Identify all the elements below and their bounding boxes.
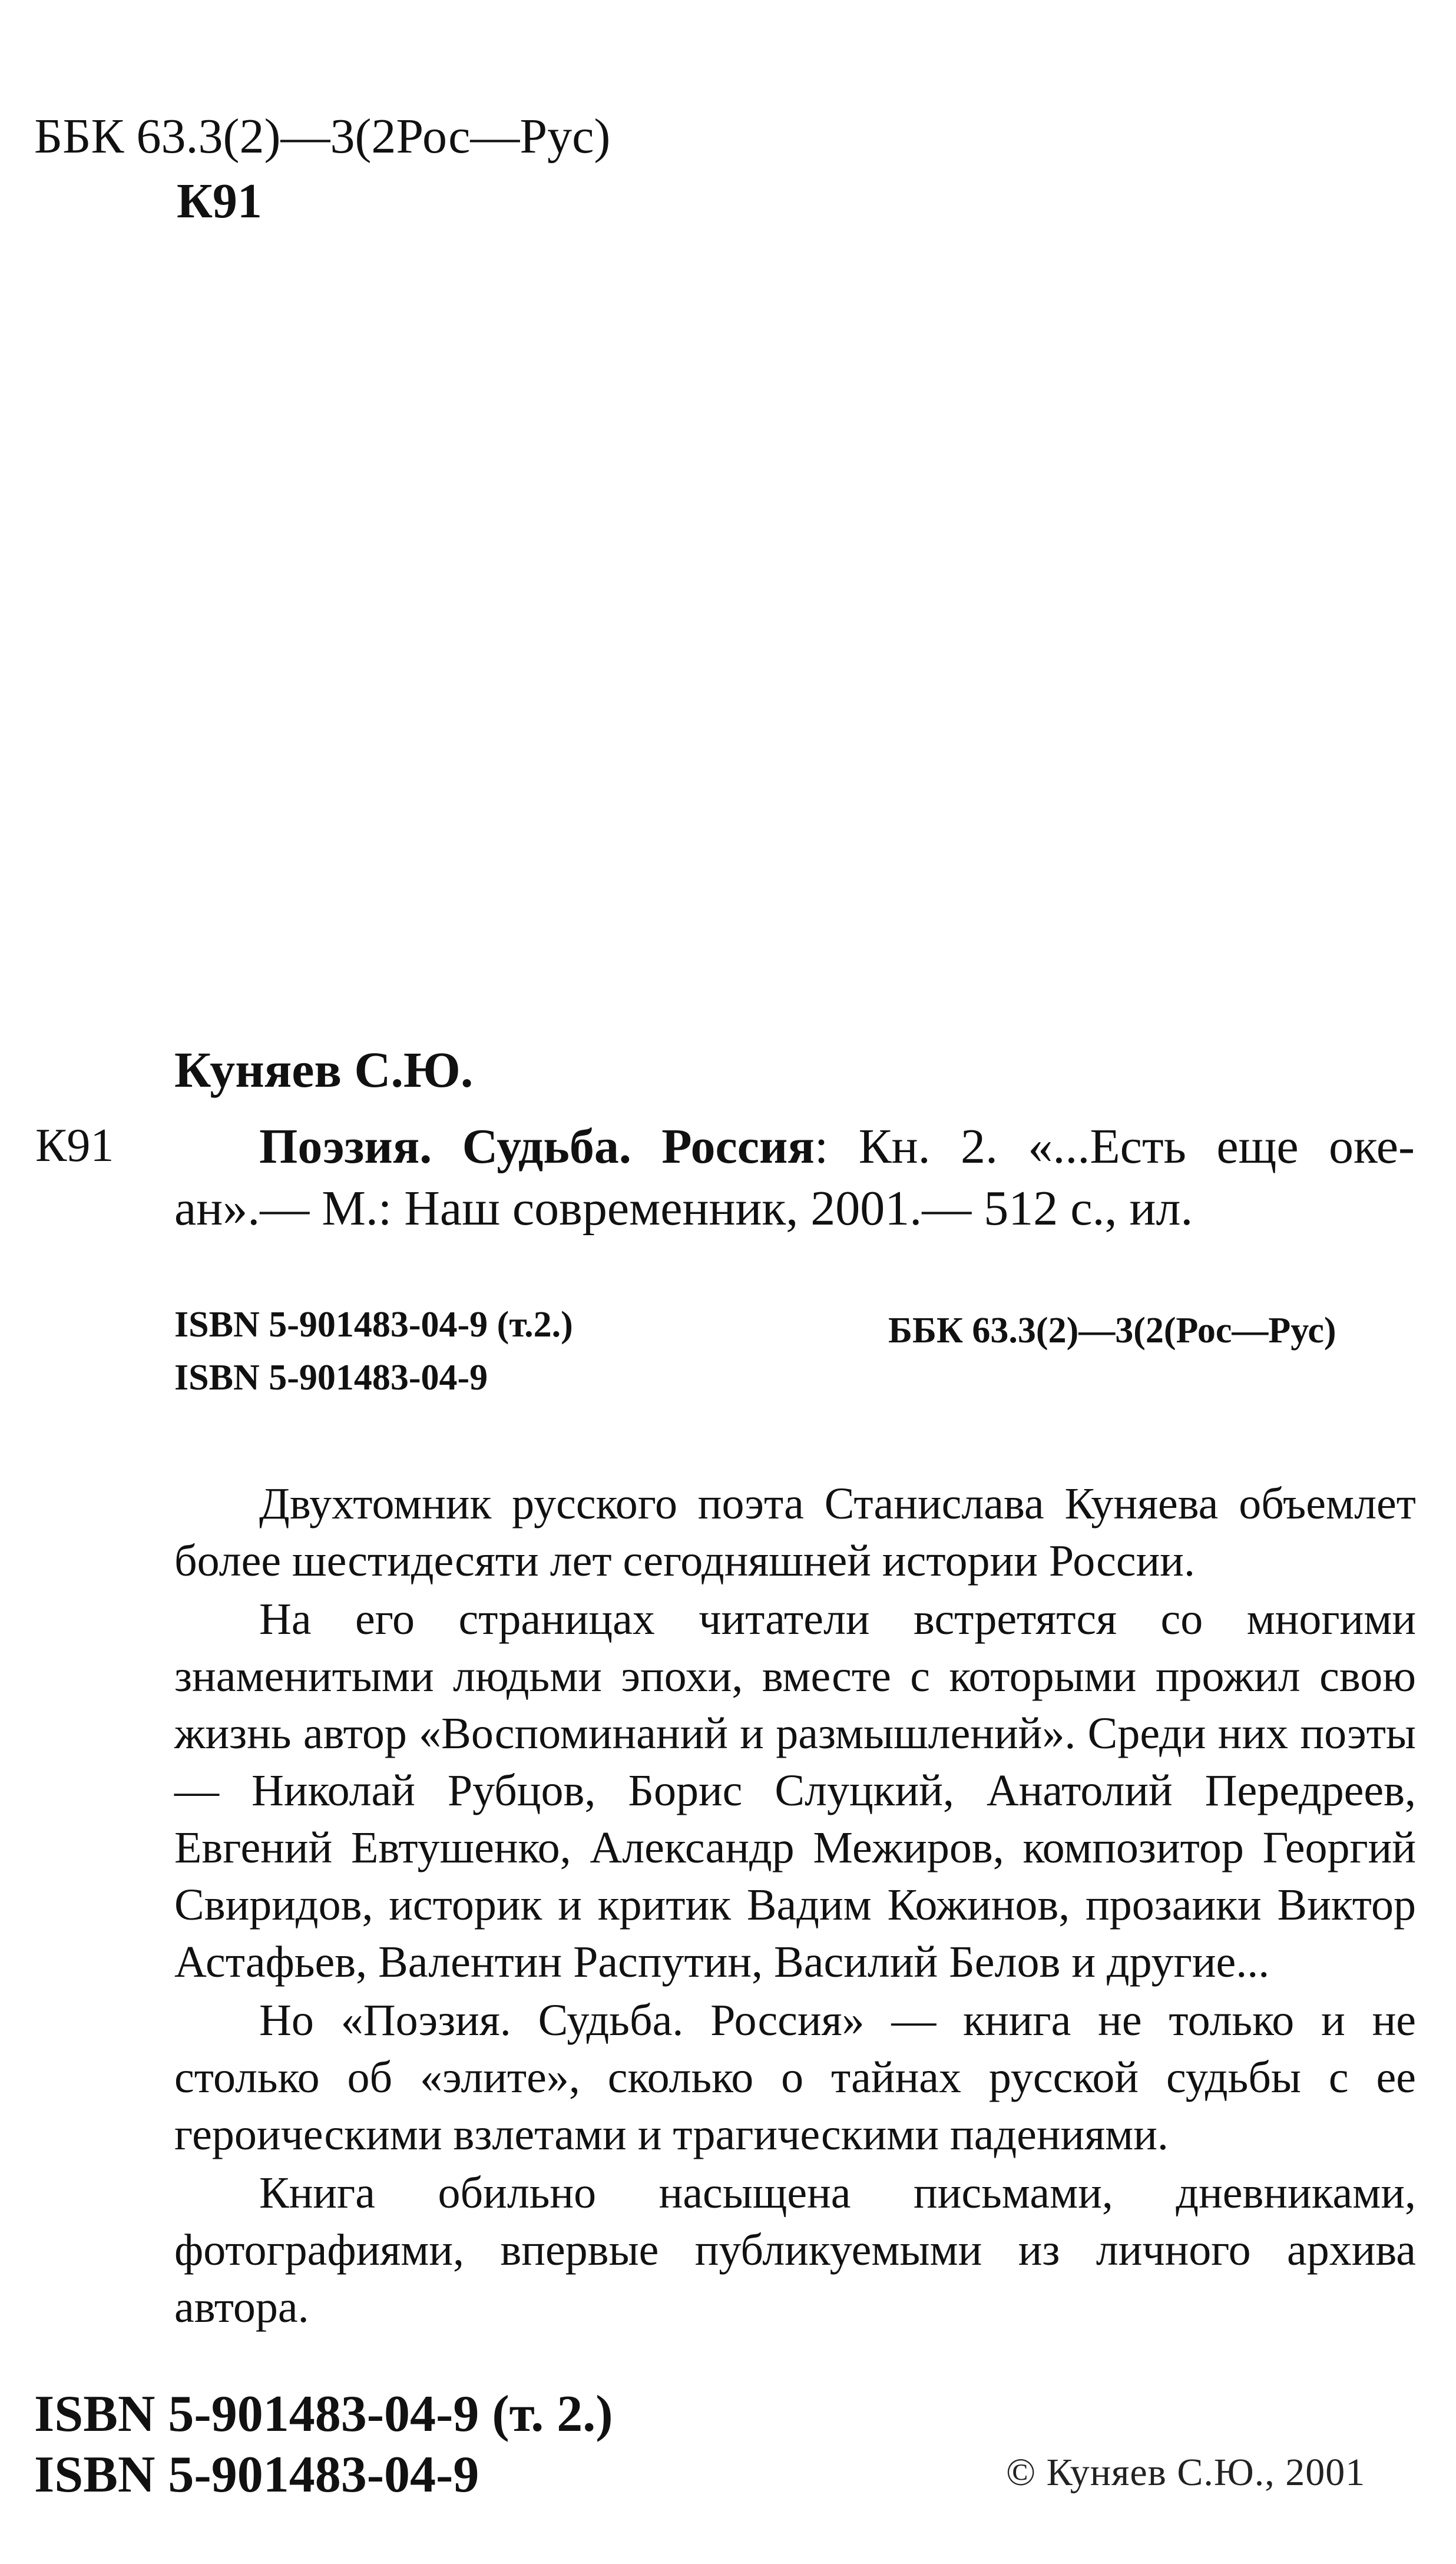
annotation-paragraph: На его страницах читатели встретятся со многими знаменитыми людьми эпохи, вместе с которыми прожил свою жизнь автор «Воспоминаний и размышлений». Среди них поэты — Николай Рубцов, Борис Слуцкий, Анатолий Передреев, Евгений Евтушенко, Александр Межиров, композитор Георгий Свиридов, историк и критик Вадим Кожинов, прозаики Виктор Астафьев, Валентин Распутин, Василий Белов и другие... [174,1594,1416,1987]
card-isbn-volume: ISBN 5-901483-04-9 (т.2.) [174,1305,573,1345]
author-sign-code: К91 [177,174,262,229]
book-title: Поэзия. Судьба. Россия [259,1119,815,1174]
book-title-continuation: : Кн. 2. «...Есть еще оке- [814,1119,1415,1174]
annotation-paragraph: Книга обильно насыщена письмами, дневниками, фотографиями, впервые публикуемыми из личного архива автора. [174,2168,1416,2332]
annotation [174,1475,1416,2336]
card-isbn: ISBN 5-901483-04-9 [174,1358,488,1398]
copyright-notice: © Куняев С.Ю., 2001 [1006,2451,1366,2494]
annotation-paragraph: Но «Поэзия. Судьба. Россия» — книга не только и не столько об «элите», сколько о тайнах русской судьбы с ее героическими взлетами и трагическими падениями. [174,1996,1416,2159]
card-bbk: ББК 63.3(2)—3(2(Рос—Рус) [888,1311,1336,1351]
book-title-line-2: ан».— М.: Наш современник, 2001.— 512 с., ил. [174,1181,1193,1236]
bbk-classification: ББК 63.3(2)—3(2Рос—Рус) [34,109,611,164]
book-title-line-1 [259,1119,1415,1174]
margin-author-code: К91 [35,1120,114,1172]
annotation-paragraph: Двухтомник русского поэта Станислава Куняева объемлет более шестидесяти лет сегодняшней истории России. [174,1479,1416,1586]
isbn-volume: ISBN 5-901483-04-9 (т. 2.) [34,2386,613,2443]
isbn: ISBN 5-901483-04-9 [34,2446,479,2503]
author-name: Куняев С.Ю. [174,1041,474,1098]
